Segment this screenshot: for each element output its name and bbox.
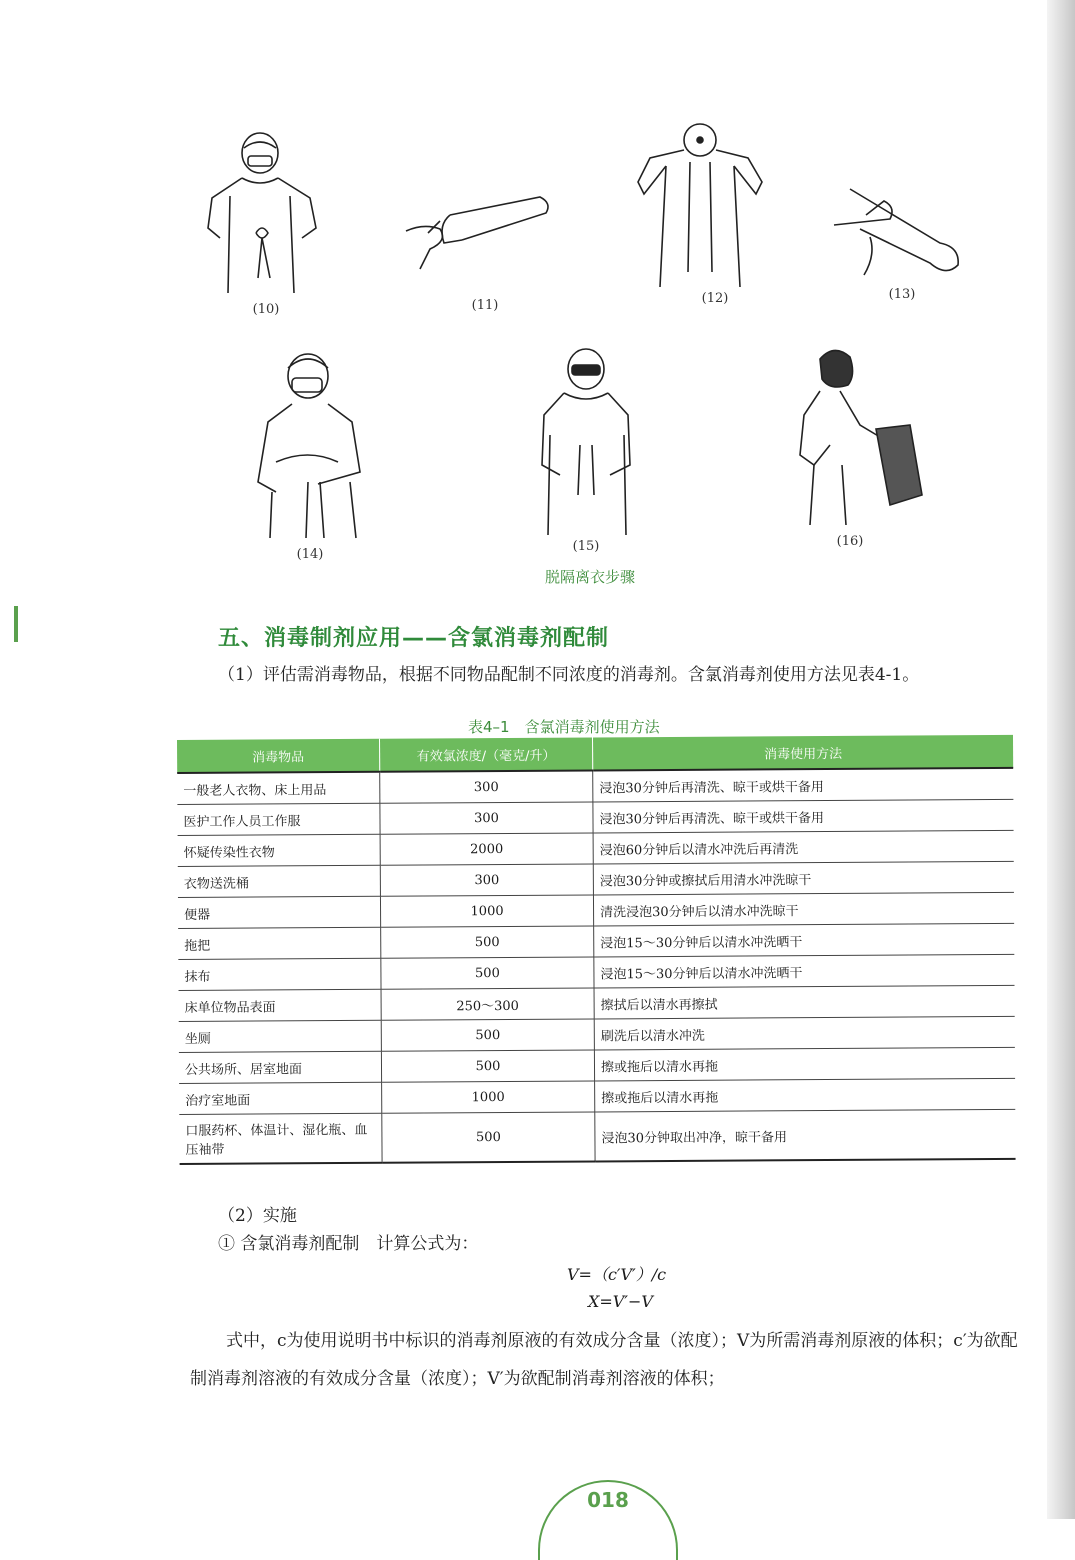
figure-step-13 [830, 185, 970, 285]
figure-step-14 [248, 352, 378, 542]
cell-item: 床单位物品表面 [179, 989, 382, 1021]
cell-concentration: 1000 [382, 1081, 595, 1113]
figure-caption: (10) [252, 302, 280, 317]
cell-item: 拖把 [178, 927, 381, 959]
header-item: 消毒物品 [177, 739, 380, 773]
cell-method: 浸泡30分钟取出冲净，晾干备用 [595, 1109, 1016, 1161]
disinfectant-table [177, 735, 1016, 1165]
header-method: 消毒使用方法 [592, 735, 1013, 771]
cell-concentration: 2000 [380, 833, 593, 865]
table-row [178, 861, 1014, 897]
section-heading: 五、消毒制剂应用——含氯消毒剂配制 [218, 626, 610, 651]
cell-method: 浸泡30分钟或擦拭后用清水冲洗晾干 [593, 861, 1014, 895]
table-row [178, 923, 1014, 959]
table-row [179, 1078, 1015, 1114]
figure-title: 脱隔离衣步骤 [544, 568, 635, 586]
table-row [179, 1047, 1015, 1083]
table-row [178, 954, 1014, 990]
green-margin-mark [14, 606, 18, 642]
paragraph-formula-intro: ① 含氯消毒剂配制 计算公式为： [218, 1234, 479, 1254]
cell-item: 坐厕 [179, 1020, 382, 1052]
cell-method: 浸泡15～30分钟后以清水冲洗晒干 [594, 923, 1015, 957]
cell-concentration: 500 [382, 1112, 595, 1163]
page-number: 018 [538, 1480, 678, 1560]
cell-method: 刷洗后以清水冲洗 [594, 1016, 1015, 1050]
formula-water: X=V′−V [588, 1292, 653, 1311]
cell-method: 浸泡30分钟后再清洗、晾干或烘干备用 [593, 768, 1014, 802]
table-row [179, 1016, 1015, 1052]
figure-caption: (14) [296, 547, 324, 562]
figure-step-16 [790, 345, 930, 535]
cell-concentration: 500 [381, 1050, 594, 1082]
paragraph-assessment: （1）评估需消毒物品，根据不同物品配制不同浓度的消毒剂。含氯消毒剂使用方法见表4-1。 [218, 665, 920, 685]
paragraph-implementation: （2）实施 [218, 1206, 297, 1226]
figure-caption: (16) [836, 534, 864, 549]
cell-concentration: 300 [380, 802, 593, 834]
cell-item: 便器 [178, 896, 381, 928]
figure-caption: (15) [572, 539, 600, 554]
page-edge-shadow [1047, 0, 1075, 1519]
cell-item: 抹布 [178, 958, 381, 990]
cell-method: 擦或拖后以清水再拖 [594, 1047, 1015, 1081]
table-header-row [177, 735, 1013, 773]
table-row [179, 985, 1015, 1021]
header-concentration: 有效氯浓度/（毫克/升） [379, 737, 592, 771]
figure-caption: (12) [701, 291, 729, 306]
figure-caption: (13) [888, 287, 916, 302]
cell-concentration: 1000 [380, 895, 593, 927]
figure-step-11 [400, 185, 560, 275]
cell-item: 治疗室地面 [179, 1082, 382, 1114]
cell-method: 浸泡15～30分钟后以清水冲洗晒干 [594, 954, 1015, 988]
figure-caption: (11) [471, 298, 499, 313]
cell-concentration: 500 [381, 1019, 594, 1051]
table-caption: 表4–1 含氯消毒剂使用方法 [468, 718, 660, 736]
paragraph-definitions: 式中，c为使用说明书中标识的消毒剂原液的有效成分含量（浓度）；V为所需消毒剂原液的体积；c′为欲配制消毒剂溶液的有效成分含量（浓度）；V′为欲配制消毒剂溶液的体积； [190, 1331, 1018, 1389]
table-row [177, 768, 1013, 805]
cell-concentration: 300 [380, 770, 593, 803]
cell-concentration: 250～300 [381, 988, 594, 1020]
table-row [178, 892, 1014, 928]
cell-item: 口服药杯、体温计、湿化瓶、血压袖带 [179, 1113, 382, 1164]
cell-item: 公共场所、居室地面 [179, 1051, 382, 1083]
cell-item: 衣物送洗桶 [178, 865, 381, 897]
figure-step-12 [630, 122, 770, 292]
table-row [178, 830, 1014, 866]
table-row [177, 799, 1013, 835]
figure-step-10 [190, 128, 340, 298]
cell-method: 浸泡60分钟后以清水冲洗后再清洗 [593, 830, 1014, 864]
cell-concentration: 300 [380, 864, 593, 896]
cell-method: 清洗浸泡30分钟后以清水冲洗晾干 [593, 892, 1014, 926]
cell-item: 医护工作人员工作服 [177, 803, 380, 835]
formula-volume: V=（c′V′）/c [567, 1265, 667, 1284]
cell-item: 一般老人衣物、床上用品 [177, 772, 380, 805]
cell-method: 擦或拖后以清水再拖 [595, 1078, 1016, 1112]
figure-step-15 [520, 345, 650, 535]
cell-method: 擦拭后以清水再擦拭 [594, 985, 1015, 1019]
cell-item: 怀疑传染性衣物 [178, 834, 381, 866]
cell-method: 浸泡30分钟后再清洗、晾干或烘干备用 [593, 799, 1014, 833]
table-row [179, 1109, 1015, 1164]
cell-concentration: 500 [381, 926, 594, 958]
cell-concentration: 500 [381, 957, 594, 989]
